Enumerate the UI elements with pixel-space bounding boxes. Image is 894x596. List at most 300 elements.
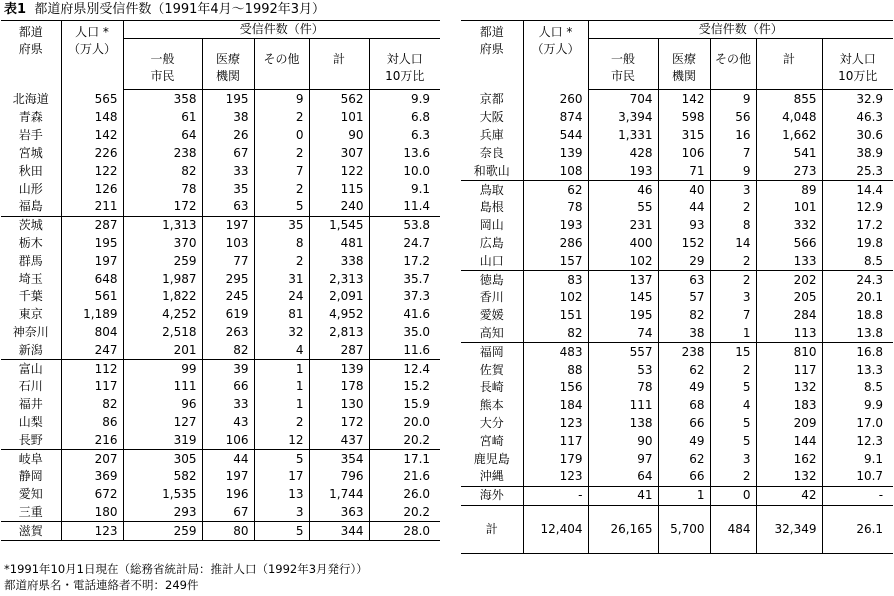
population: 483 <box>523 343 588 361</box>
table-row <box>461 486 893 505</box>
table-row <box>1 341 440 359</box>
citizen-count: 195 <box>588 307 658 325</box>
table-row <box>1 252 440 270</box>
medical-count: 66 <box>202 378 254 396</box>
header-medical: 医療 機関 <box>658 39 710 90</box>
pref-name: 長崎 <box>479 380 504 395</box>
medical-count: 68 <box>658 397 710 415</box>
total-count: 284 <box>756 307 822 325</box>
other-count: 9 <box>254 90 309 110</box>
citizen-count: 238 <box>123 145 202 163</box>
table-row <box>461 252 893 270</box>
total-count: 42 <box>756 486 822 505</box>
total-label: 計 <box>461 505 523 553</box>
medical-count: 93 <box>658 217 710 235</box>
header-other: その他 <box>710 39 756 90</box>
other-count: 2 <box>254 109 309 127</box>
per100k: 41.6 <box>369 306 440 324</box>
population: 247 <box>61 341 123 359</box>
medical-count: 66 <box>658 468 710 486</box>
population: 86 <box>61 414 123 432</box>
population: 216 <box>61 431 123 449</box>
total-count: 344 <box>309 522 369 541</box>
table-row <box>461 450 893 468</box>
other-count: 2 <box>710 468 756 486</box>
medical-count: 67 <box>202 145 254 163</box>
table-row <box>1 522 440 541</box>
medical-count: 38 <box>658 325 710 343</box>
table-row <box>461 361 893 379</box>
citizen-count: 46 <box>588 181 658 199</box>
pref-name: 大分 <box>479 415 504 430</box>
total-count: 132 <box>756 379 822 397</box>
population: 369 <box>61 468 123 486</box>
per100k: 37.3 <box>369 288 440 306</box>
header-citizen: 一般 市民 <box>588 39 658 90</box>
table-row <box>1 198 440 216</box>
per100k: 13.3 <box>822 361 893 379</box>
per100k: 21.6 <box>369 468 440 486</box>
total-count: 562 <box>309 90 369 110</box>
citizen-count: 1,987 <box>123 270 202 288</box>
citizen-count: 82 <box>123 162 202 180</box>
population: 126 <box>61 180 123 198</box>
per100k: 12.4 <box>369 360 440 378</box>
other-count: 9 <box>710 162 756 180</box>
pref-name: 北海道 <box>12 91 49 106</box>
table-row <box>461 217 893 235</box>
medical-count: 598 <box>658 109 710 127</box>
medical-count: 43 <box>202 414 254 432</box>
citizen-count: 259 <box>123 522 202 541</box>
population: 82 <box>61 396 123 414</box>
pref-name: 茨城 <box>1 216 61 234</box>
citizen-count: 400 <box>588 235 658 253</box>
population: 122 <box>61 162 123 180</box>
per100k: 25.3 <box>822 162 893 180</box>
total-count: 566 <box>756 235 822 253</box>
total-count: 332 <box>756 217 822 235</box>
total-count: 307 <box>309 145 369 163</box>
other-count: 3 <box>254 504 309 522</box>
medical-count: 63 <box>202 198 254 216</box>
medical-count: 77 <box>202 252 254 270</box>
medical-count: 82 <box>202 341 254 359</box>
per100k: - <box>822 486 893 505</box>
other-count: 2 <box>254 145 309 163</box>
per100k: 19.8 <box>822 235 893 253</box>
pref-name: 山梨 <box>18 414 43 429</box>
medical-count: 67 <box>202 504 254 522</box>
table-row <box>461 325 893 343</box>
header-other: その他 <box>254 39 309 90</box>
per100k: 9.9 <box>822 397 893 415</box>
table-row <box>461 90 893 110</box>
table-row <box>461 343 893 361</box>
table-row <box>461 271 893 289</box>
total-count: 101 <box>756 199 822 217</box>
citizen-count: 111 <box>588 397 658 415</box>
header-medical: 医療 機関 <box>202 39 254 90</box>
pref-name: 静岡 <box>18 469 43 484</box>
medical-count: 39 <box>202 360 254 378</box>
per100k: 30.6 <box>822 127 893 145</box>
table-row <box>1 468 440 486</box>
total-count: 810 <box>756 343 822 361</box>
population: 108 <box>523 162 588 180</box>
citizen-count: 96 <box>123 396 202 414</box>
medical-count: 152 <box>658 235 710 253</box>
medical-count: 63 <box>658 271 710 289</box>
population: 112 <box>61 360 123 378</box>
per100k: 9.9 <box>369 90 440 110</box>
citizen-count: 582 <box>123 468 202 486</box>
population: 561 <box>61 288 123 306</box>
pref-name: 山形 <box>18 181 43 196</box>
other-count: 5 <box>254 198 309 216</box>
other-count: 1 <box>254 378 309 396</box>
total-count: 2,813 <box>309 324 369 342</box>
pref-name: 富山 <box>1 360 61 378</box>
total-count: 481 <box>309 235 369 253</box>
medical-count: 49 <box>658 379 710 397</box>
total-count: 1,545 <box>309 216 369 234</box>
other-count: 24 <box>254 288 309 306</box>
other-count: 16 <box>710 127 756 145</box>
medical-count: 106 <box>658 145 710 163</box>
header-pref: 都道 府県 <box>1 21 61 90</box>
population: 672 <box>61 486 123 504</box>
other-count: 5 <box>710 379 756 397</box>
medical-count: 1 <box>658 486 710 505</box>
per100k: 10.0 <box>369 162 440 180</box>
header-received-count: 受信件数（件） <box>588 21 893 39</box>
total-count: 363 <box>309 504 369 522</box>
other-count: 35 <box>254 216 309 234</box>
population: 648 <box>61 270 123 288</box>
citizen-count: 145 <box>588 289 658 307</box>
population: 195 <box>61 235 123 253</box>
table-row <box>461 468 893 486</box>
medical-count: 40 <box>658 181 710 199</box>
total-count: 90 <box>309 127 369 145</box>
pref-name: 海外 <box>461 486 523 505</box>
pref-name: 千葉 <box>18 289 43 304</box>
pref-name: 京都 <box>479 91 504 106</box>
per100k: 35.0 <box>369 324 440 342</box>
header-received-count: 受信件数（件） <box>123 21 440 39</box>
other-count: 5 <box>710 415 756 433</box>
citizen-count: 201 <box>123 341 202 359</box>
total-count: 202 <box>756 271 822 289</box>
other-count: 2 <box>254 180 309 198</box>
pref-name: 佐賀 <box>479 362 504 377</box>
table-row <box>1 378 440 396</box>
total-count: 115 <box>309 180 369 198</box>
pref-name: 愛媛 <box>479 308 504 323</box>
citizen-count: 370 <box>123 235 202 253</box>
medical-count: 26 <box>202 127 254 145</box>
population: 102 <box>523 289 588 307</box>
population: - <box>523 486 588 505</box>
citizen-count: 172 <box>123 198 202 216</box>
per100k: 26.0 <box>369 486 440 504</box>
per100k: 6.3 <box>369 127 440 145</box>
total-count: 796 <box>309 468 369 486</box>
citizen-count: 138 <box>588 415 658 433</box>
population: 148 <box>61 109 123 127</box>
table-row <box>1 306 440 324</box>
total-count: 4,952 <box>309 306 369 324</box>
header-total: 計 <box>309 39 369 90</box>
header-per100k: 対人口 10万比 <box>822 39 893 90</box>
pref-name: 宮崎 <box>479 433 504 448</box>
population: 180 <box>61 504 123 522</box>
header-citizen: 一般 市民 <box>123 39 202 90</box>
per100k: 24.3 <box>822 271 893 289</box>
total-count: 2,313 <box>309 270 369 288</box>
medical-count: 245 <box>202 288 254 306</box>
total-count: 178 <box>309 378 369 396</box>
table-row <box>461 289 893 307</box>
medical-count: 33 <box>202 162 254 180</box>
population: 874 <box>523 109 588 127</box>
population: 156 <box>523 379 588 397</box>
table-row <box>461 127 893 145</box>
per100k: 8.5 <box>822 379 893 397</box>
table-row <box>1 127 440 145</box>
right-header-row <box>461 21 893 39</box>
table-row <box>461 307 893 325</box>
citizen-count: 53 <box>588 361 658 379</box>
medical-count: 197 <box>202 468 254 486</box>
other-count: 3 <box>710 181 756 199</box>
other-count: 15 <box>710 343 756 361</box>
total-other: 484 <box>710 505 756 553</box>
per100k: 15.9 <box>369 396 440 414</box>
per100k: 17.1 <box>369 450 440 468</box>
population: 123 <box>61 522 123 541</box>
citizen-count: 358 <box>123 90 202 110</box>
left-table <box>1 20 440 541</box>
citizen-count: 3,394 <box>588 109 658 127</box>
total-count: 541 <box>756 145 822 163</box>
other-count: 0 <box>254 127 309 145</box>
pref-name: 福島 <box>18 199 43 214</box>
other-count: 56 <box>710 109 756 127</box>
total-count: 437 <box>309 431 369 449</box>
table-row <box>461 415 893 433</box>
total-count: 338 <box>309 252 369 270</box>
pref-name: 宮城 <box>18 145 43 160</box>
table-row <box>461 109 893 127</box>
per100k: 17.2 <box>822 217 893 235</box>
citizen-count: 1,822 <box>123 288 202 306</box>
table-number: 表1 <box>4 2 27 17</box>
medical-count: 49 <box>658 432 710 450</box>
population: 193 <box>523 217 588 235</box>
population: 123 <box>523 468 588 486</box>
other-count: 5 <box>254 522 309 541</box>
medical-count: 62 <box>658 361 710 379</box>
per100k: 53.8 <box>369 216 440 234</box>
medical-count: 196 <box>202 486 254 504</box>
other-count: 1 <box>710 325 756 343</box>
table-row <box>1 504 440 522</box>
per100k: 8.5 <box>822 252 893 270</box>
table-row <box>461 432 893 450</box>
total-count: 133 <box>756 252 822 270</box>
table-row <box>1 431 440 449</box>
total-count: 205 <box>756 289 822 307</box>
table-row <box>1 162 440 180</box>
medical-count: 103 <box>202 235 254 253</box>
total-medical: 5,700 <box>658 505 710 553</box>
pref-name: 鳥取 <box>461 181 523 199</box>
per100k: 17.0 <box>822 415 893 433</box>
population: 82 <box>523 325 588 343</box>
total-count: 101 <box>309 109 369 127</box>
medical-count: 315 <box>658 127 710 145</box>
per100k: 20.0 <box>369 414 440 432</box>
per100k: 14.4 <box>822 181 893 199</box>
citizen-count: 1,331 <box>588 127 658 145</box>
pref-name: 愛知 <box>18 487 43 502</box>
table-row <box>1 360 440 378</box>
population: 565 <box>61 90 123 110</box>
per100k: 32.9 <box>822 90 893 110</box>
citizen-count: 41 <box>588 486 658 505</box>
left-header-row <box>1 21 440 39</box>
per100k: 11.6 <box>369 341 440 359</box>
total-count: 2,091 <box>309 288 369 306</box>
medical-count: 263 <box>202 324 254 342</box>
population: 179 <box>523 450 588 468</box>
other-count: 2 <box>710 252 756 270</box>
other-count: 81 <box>254 306 309 324</box>
total-citizen: 26,165 <box>588 505 658 553</box>
pref-name: 福岡 <box>461 343 523 361</box>
table-row <box>461 379 893 397</box>
header-per100k: 対人口 10万比 <box>369 39 440 90</box>
total-count: 130 <box>309 396 369 414</box>
citizen-count: 319 <box>123 431 202 449</box>
medical-count: 44 <box>202 450 254 468</box>
pref-name: 奈良 <box>479 145 504 160</box>
total-count: 144 <box>756 432 822 450</box>
population: 123 <box>523 415 588 433</box>
pref-name: 新潟 <box>18 342 43 357</box>
other-count: 2 <box>710 199 756 217</box>
medical-count: 619 <box>202 306 254 324</box>
footnote-unknown: 都道府県名・電話連絡者不明：249件 <box>4 578 199 592</box>
per100k: 11.4 <box>369 198 440 216</box>
other-count: 3 <box>710 450 756 468</box>
citizen-count: 127 <box>123 414 202 432</box>
medical-count: 142 <box>658 90 710 110</box>
pref-name: 和歌山 <box>473 163 510 178</box>
table-row <box>461 397 893 415</box>
other-count: 7 <box>710 307 756 325</box>
population: 260 <box>523 90 588 110</box>
per100k: 9.1 <box>822 450 893 468</box>
total-count: 4,048 <box>756 109 822 127</box>
other-count: 8 <box>710 217 756 235</box>
population: 142 <box>61 127 123 145</box>
pref-name: 広島 <box>479 235 504 250</box>
total-count: 855 <box>756 90 822 110</box>
pref-name: 長野 <box>18 432 43 447</box>
total-count: 32,349 <box>756 505 822 553</box>
population: 544 <box>523 127 588 145</box>
population: 151 <box>523 307 588 325</box>
per100k: 35.7 <box>369 270 440 288</box>
per100k: 20.2 <box>369 431 440 449</box>
table-row <box>1 324 440 342</box>
total-count: 122 <box>309 162 369 180</box>
table-row <box>1 270 440 288</box>
medical-count: 197 <box>202 216 254 234</box>
population: 804 <box>61 324 123 342</box>
citizen-count: 64 <box>588 468 658 486</box>
citizen-count: 557 <box>588 343 658 361</box>
pref-name: 兵庫 <box>479 128 504 143</box>
table-row <box>1 216 440 234</box>
citizen-count: 1,313 <box>123 216 202 234</box>
citizen-count: 193 <box>588 162 658 180</box>
citizen-count: 78 <box>588 379 658 397</box>
citizen-count: 231 <box>588 217 658 235</box>
pref-name: 埼玉 <box>18 271 43 286</box>
pref-name: 栃木 <box>18 235 43 250</box>
population: 117 <box>61 378 123 396</box>
pref-name: 島根 <box>479 200 504 215</box>
per100k: 12.3 <box>822 432 893 450</box>
table-row <box>1 450 440 468</box>
table-row <box>1 396 440 414</box>
citizen-count: 102 <box>588 252 658 270</box>
other-count: 31 <box>254 270 309 288</box>
pref-name: 岐阜 <box>1 450 61 468</box>
table-row <box>1 288 440 306</box>
medical-count: 66 <box>658 415 710 433</box>
citizen-count: 305 <box>123 450 202 468</box>
right-table <box>461 20 893 554</box>
pref-name: 大阪 <box>479 110 504 125</box>
pref-name: 青森 <box>18 110 43 125</box>
total-per100k: 26.1 <box>822 505 893 553</box>
per100k: 46.3 <box>822 109 893 127</box>
total-count: 89 <box>756 181 822 199</box>
other-count: 2 <box>710 361 756 379</box>
total-count: 183 <box>756 397 822 415</box>
population: 207 <box>61 450 123 468</box>
table-row <box>1 414 440 432</box>
other-count: 7 <box>254 162 309 180</box>
medical-count: 38 <box>202 109 254 127</box>
citizen-count: 428 <box>588 145 658 163</box>
table-row <box>1 180 440 198</box>
per100k: 17.2 <box>369 252 440 270</box>
citizen-count: 99 <box>123 360 202 378</box>
total-count: 209 <box>756 415 822 433</box>
other-count: 13 <box>254 486 309 504</box>
per100k: 20.2 <box>369 504 440 522</box>
other-count: 17 <box>254 468 309 486</box>
citizen-count: 1,535 <box>123 486 202 504</box>
other-count: 32 <box>254 324 309 342</box>
per100k: 13.8 <box>822 325 893 343</box>
